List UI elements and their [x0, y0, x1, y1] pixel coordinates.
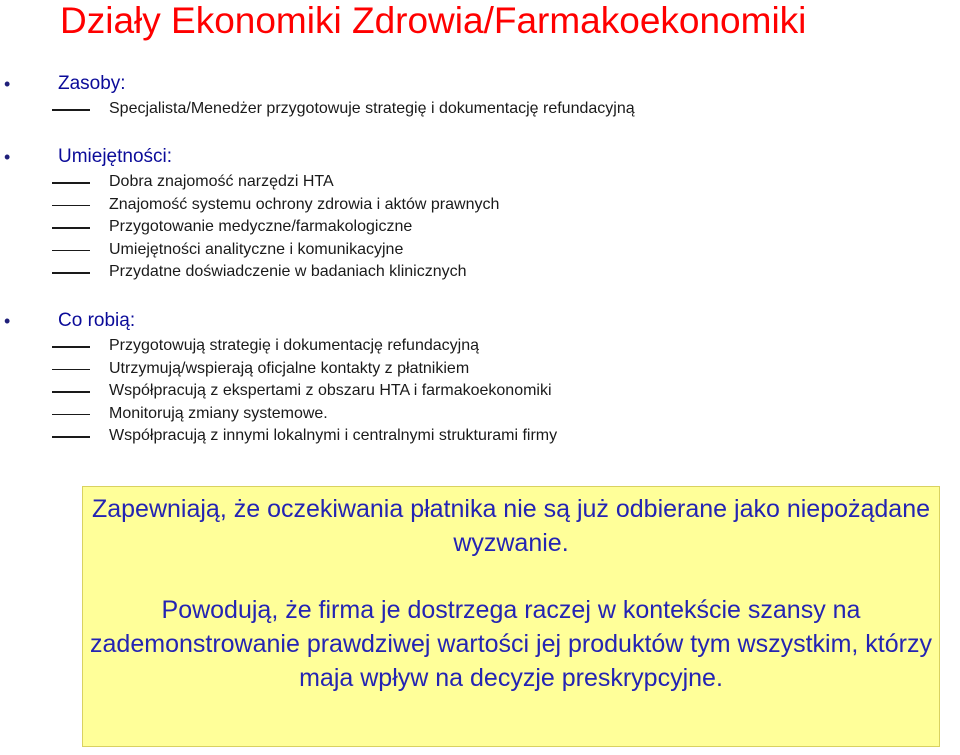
callout-paragraph-1: Zapewniają, że oczekiwania płatnika nie są już odbierane jako niepożądane wyzwanie. [91, 495, 931, 557]
section-header [0, 72, 960, 98]
dash-icon [52, 436, 90, 438]
section-header [0, 309, 960, 335]
dash-icon [52, 109, 90, 111]
dash-icon [52, 414, 90, 416]
list-item-text: Przygotowanie medyczne/farmakologiczne [109, 218, 413, 235]
list-item [0, 425, 960, 448]
section-what-they-do [0, 309, 960, 448]
item-list [0, 335, 960, 448]
list-item [0, 380, 960, 403]
dash-icon [52, 227, 90, 229]
page-title: Działy Ekonomiki Zdrowia/Farmakoekonomiki [60, 0, 807, 41]
dash-icon [52, 182, 90, 184]
list-item [0, 216, 960, 239]
list-item-text: Znajomość systemu ochrony zdrowia i aktów prawnych [109, 195, 500, 213]
list-item-text: Umiejętności analityczne i komunikacyjne [109, 240, 404, 258]
list-item [0, 171, 960, 194]
section-skills [0, 145, 960, 284]
section-header [0, 145, 960, 171]
list-item [0, 261, 960, 284]
item-list [0, 98, 960, 121]
section-resources [0, 72, 960, 121]
list-item-text: Współpracują z ekspertami z obszaru HTA i farmakoekonomiki [109, 382, 552, 399]
list-item [0, 98, 960, 121]
list-item-text: Monitorują zmiany systemowe. [109, 404, 328, 422]
dash-icon [52, 272, 90, 274]
callout-box [82, 486, 940, 747]
list-item [0, 358, 960, 381]
dash-icon [52, 205, 90, 207]
section-label: Co robią: [58, 310, 136, 331]
bullet-icon: • [4, 147, 11, 167]
item-list [0, 171, 960, 284]
dash-icon [52, 250, 90, 252]
list-item [0, 335, 960, 358]
list-item [0, 194, 960, 217]
dash-icon [52, 346, 90, 348]
list-item-text: Przydatne doświadczenie w badaniach klinicznych [109, 263, 467, 280]
bullet-icon: • [4, 74, 11, 94]
list-item-text: Dobra znajomość narzędzi HTA [109, 173, 334, 190]
list-item-text: Specjalista/Menedżer przygotowuje strategię i dokumentację refundacyjną [109, 100, 635, 117]
section-label: Zasoby: [58, 73, 126, 94]
section-label: Umiejętności: [58, 146, 173, 167]
list-item-text: Przygotowują strategię i dokumentację refundacyjną [109, 337, 479, 354]
list-item-text: Współpracują z innymi lokalnymi i centralnymi strukturami firmy [109, 427, 558, 444]
list-item [0, 403, 960, 426]
list-item [0, 239, 960, 262]
dash-icon [52, 391, 90, 393]
list-item-text: Utrzymują/wspierają oficjalne kontakty z płatnikiem [109, 359, 470, 377]
callout-paragraph-2: Powodują, że firma je dostrzega raczej w kontekście szansy na zademonstrowanie prawdziwej wartości jej produktów tym wszystkim, którzy maja wpływ na decyzje preskrypcyjne. [90, 596, 932, 692]
bullet-icon: • [4, 311, 11, 331]
dash-icon [52, 369, 90, 371]
